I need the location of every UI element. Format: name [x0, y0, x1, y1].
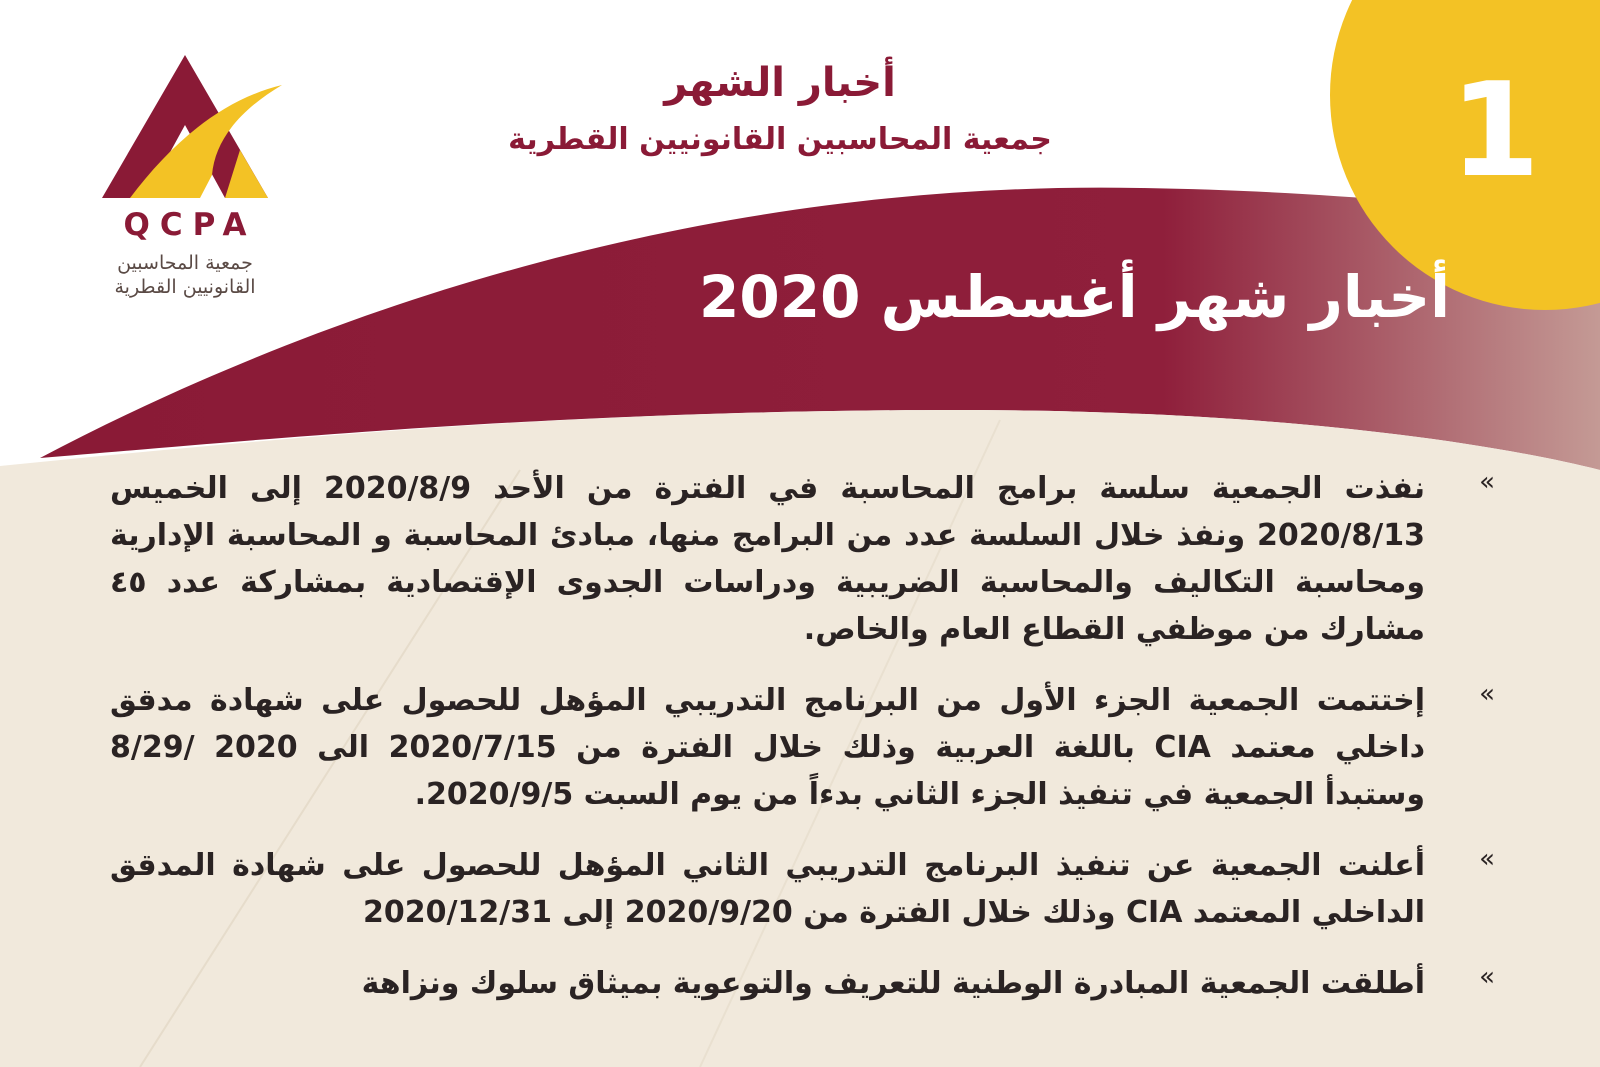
bullet-icon: »	[1479, 962, 1495, 992]
bullet-icon: »	[1479, 844, 1495, 874]
logo-mark-icon	[100, 55, 290, 205]
logo-arabic-line2: القانونيين القطرية	[114, 276, 256, 298]
news-item-text: أعلنت الجمعية عن تنفيذ البرنامج التدريبي الثاني المؤهل للحصول على شهادة المدقق الداخلي المعتمد CIA وذلك خلال الفترة من 2020/9/20 إلى 2020/12/31	[110, 848, 1425, 930]
news-item	[110, 960, 1495, 1007]
banner-title: أخبار شهر أغسطس 2020	[699, 263, 1450, 331]
page-number: 1	[1449, 54, 1541, 206]
bullet-icon: »	[1479, 467, 1495, 497]
news-item	[110, 465, 1495, 653]
logo-arabic-line1: جمعية المحاسبين	[117, 252, 253, 274]
logo-latin-text: QCPA	[123, 207, 257, 243]
news-item	[110, 677, 1495, 818]
logo-arabic-text	[100, 251, 270, 299]
page-title: أخبار الشهر	[664, 60, 896, 106]
qcpa-logo	[100, 55, 290, 305]
news-item-text: إختتمت الجمعية الجزء الأول من البرنامج التدريبي المؤهل للحصول على شهادة مدقق داخلي معتمد CIA باللغة العربية وذلك خلال الفترة من 2020/7/15 الى 2020 /8/29 وستبدأ الجمعية في تنفيذ الجزء الثاني بدءاً من يوم السبت 2020/9/5.	[110, 683, 1425, 812]
news-item	[110, 842, 1495, 936]
page-subtitle: جمعية المحاسبين القانونيين القطرية	[508, 122, 1052, 157]
news-list	[110, 465, 1495, 1031]
news-item-text: نفذت الجمعية سلسة برامج المحاسبة في الفترة من الأحد 2020/8/9 إلى الخميس 2020/8/13 ونفذ خلال السلسة عدد من البرامج منها، مبادئ المحاسبة و المحاسبة الإدارية ومحاسبة التكاليف والمحاسبة الضريبية ودراسات الجدوى الإقتصادية بمشاركة عدد ٤٥ مشارك من موظفي القطاع العام والخاص.	[110, 471, 1425, 647]
bullet-icon: »	[1479, 679, 1495, 709]
news-item-text: أطلقت الجمعية المبادرة الوطنية للتعريف والتوعوية بميثاق سلوك ونزاهة	[361, 966, 1425, 1001]
